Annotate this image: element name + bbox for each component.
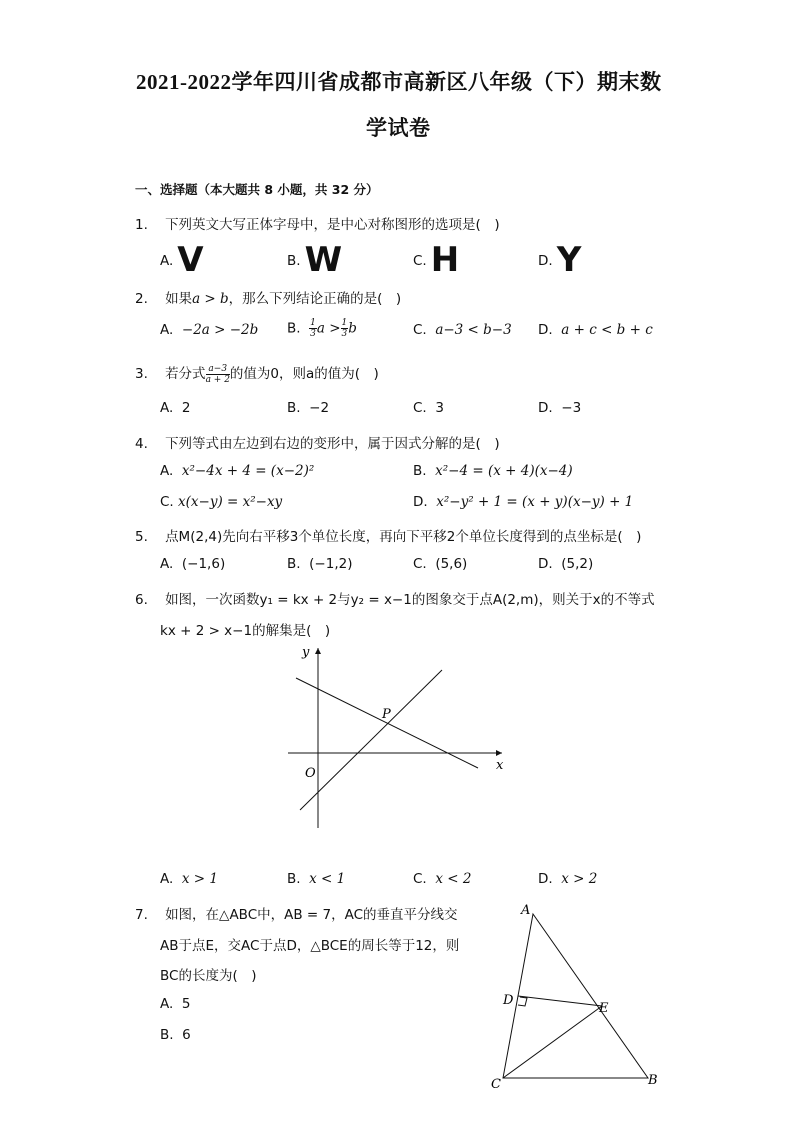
triangle-abc bbox=[503, 914, 648, 1078]
q3-option-c: C. 3 bbox=[413, 400, 444, 416]
question-text: 下列英文大写正体字母中，是中心对称图形的选项是( ) bbox=[165, 217, 500, 233]
q1-option-b: B. W bbox=[287, 240, 343, 280]
q5-option-d: D. (5,2) bbox=[538, 556, 594, 572]
section-heading: 一、选择题（本大题共 8 小题，共 32 分） bbox=[135, 182, 379, 197]
origin-label: O bbox=[305, 766, 316, 781]
question-2-stem: 2. 如果a > b，那么下列结论正确的是( ) bbox=[135, 291, 402, 307]
question-6-stem-line1: 6. 如图，一次函数y₁ = kx + 2与y₂ = x−1的图象交于点A(2,m)，则关于x的不等式 bbox=[135, 592, 655, 608]
q6-option-d: D. x > 2 bbox=[538, 871, 598, 887]
question-number: 1. bbox=[135, 217, 148, 233]
question-6-stem-line2: kx + 2 > x−1的解集是( ) bbox=[160, 623, 331, 639]
q3-option-d: D. −3 bbox=[538, 400, 582, 416]
perpendicular-bisector-de bbox=[518, 996, 602, 1006]
q7-option-a: A. 5 bbox=[160, 996, 191, 1012]
q5-option-c: C. (5,6) bbox=[413, 556, 468, 572]
point-d-label: D bbox=[503, 993, 514, 1008]
triangle-abc-figure bbox=[485, 898, 665, 1094]
question-3-stem: 3. 若分式 $\frac{a-3}{a + 2}$的值为0，则a的值为( ) bbox=[135, 363, 379, 385]
q1-option-a: A. V bbox=[160, 240, 204, 280]
line-y1 bbox=[296, 678, 478, 768]
q6-option-c: C. x < 2 bbox=[413, 871, 472, 887]
q1-option-c: C. H bbox=[413, 240, 460, 280]
q5-option-a: A. (−1,6) bbox=[160, 556, 226, 572]
q1-option-d: D. Y bbox=[538, 240, 582, 280]
q6-option-a: A. x > 1 bbox=[160, 871, 218, 887]
q4-option-a: A. x²−4x + 4 = (x−2)² bbox=[160, 463, 315, 479]
page-title-line1: 2021-2022学年四川省成都市高新区八年级（下）期末数 bbox=[136, 70, 662, 94]
point-e-label: E bbox=[599, 1001, 609, 1016]
q7-option-b: B. 6 bbox=[160, 1027, 191, 1043]
q2-option-a: A. −2a > −2b bbox=[160, 322, 259, 338]
q4-option-b: B. x²−4 = (x + 4)(x−4) bbox=[413, 463, 573, 479]
vertex-c-label: C bbox=[491, 1077, 501, 1092]
page-title-line2: 学试卷 bbox=[366, 116, 431, 140]
linear-functions-graph bbox=[280, 640, 510, 835]
right-angle-mark bbox=[518, 997, 527, 1006]
q2-option-c: C. a−3 < b−3 bbox=[413, 322, 512, 338]
q2-option-d: D. a + c < b + c bbox=[538, 322, 653, 338]
question-1-stem bbox=[135, 213, 500, 233]
vertex-a-label: A bbox=[521, 903, 531, 918]
q4-option-c: C. x(x−y) = x²−xy bbox=[160, 494, 283, 510]
q6-option-b: B. x < 1 bbox=[287, 871, 346, 887]
x-axis-label: x bbox=[496, 758, 504, 773]
question-7-stem-line1: 7. 如图，在△ABC中，AB = 7，AC的垂直平分线交 bbox=[135, 907, 458, 923]
segment-ce bbox=[503, 1006, 602, 1078]
vertex-b-label: B bbox=[648, 1073, 658, 1088]
q5-option-b: B. (−1,2) bbox=[287, 556, 353, 572]
q3-option-b: B. −2 bbox=[287, 400, 330, 416]
question-7-stem-line2: AB于点E，交AC于点D，△BCE的周长等于12，则 bbox=[160, 938, 460, 954]
question-7-stem-line3: BC的长度为( ) bbox=[160, 968, 257, 984]
question-4-stem: 4. 下列等式由左边到右边的变形中，属于因式分解的是( ) bbox=[135, 436, 500, 452]
question-5-stem: 5. 点M(2,4)先向右平移3个单位长度，再向下平移2个单位长度得到的点坐标是( ) bbox=[135, 529, 642, 545]
q3-option-a: A. 2 bbox=[160, 400, 191, 416]
q2-option-b: B. $\frac{1}{3}a$ > $\frac{1}{3}b$ bbox=[287, 318, 357, 339]
q4-option-d: D. x²−y² + 1 = (x + y)(x−y) + 1 bbox=[413, 494, 634, 510]
point-p-label: P bbox=[382, 707, 391, 722]
y-axis-label: y bbox=[302, 645, 310, 660]
